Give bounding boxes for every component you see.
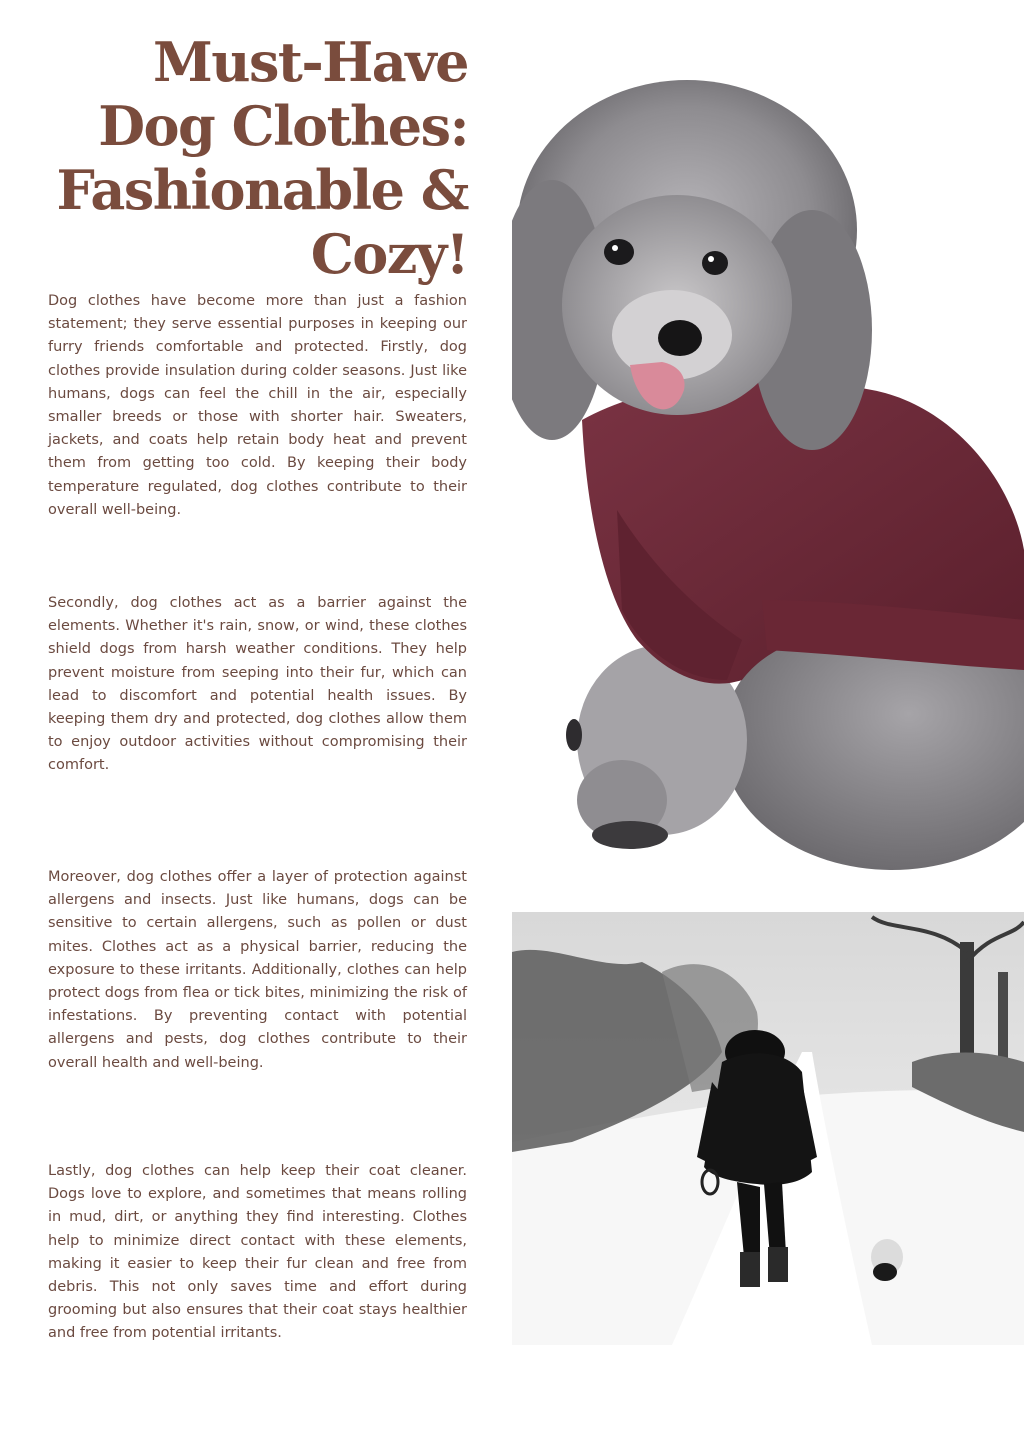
- snow-walk-illustration: [512, 912, 1024, 1345]
- paragraph-elements-barrier: Secondly, dog clothes act as a barrier against the elements. Whether it's rain, snow, or wind, these clothes shield dogs from harsh weather conditions. They help prevent moisture from seeping into their fur, which can lead to discomfort and potential health issues. By keeping them dry and protected, dog clothes allow them to enjoy outdoor activities without compromising their comfort.: [48, 595, 467, 774]
- paragraph-allergens: Moreover, dog clothes offer a layer of protection against allergens and insects. Just like humans, dogs can be sensitive to certain allergens, such as pollen or dust mites. Clothes act as a physical barrier, reducing the exposure to these irritants. Additionally, clothes can help protect dogs from flea or tick bites, minimizing the risk of infestations. By preventing contact with potential allergens and pests, dog clothes contribute to their overall health and well-being.: [48, 869, 467, 1071]
- article-title: Must-Have Dog Clothes: Fashionable & Cozy!: [56, 30, 468, 286]
- paragraph-insulation: Dog clothes have become more than just a fashion statement; they serve essential purposes in keeping our furry friends comfortable and protected. Firstly, dog clothes provide insulation during colder seasons. Just like humans, dogs can feel the chill in the air, especially smaller breeds or those with shorter hair. Sweaters, jackets, and coats help retain body heat and prevent them from getting too cold. By keeping their body temperature regulated, dog clothes contribute to their overall well-being.: [48, 293, 467, 518]
- paragraph-coat-cleaner: Lastly, dog clothes can help keep their coat cleaner. Dogs love to explore, and sometimes that means rolling in mud, dirt, or anything they find interesting. Clothes help to minimize direct contact with these elements, making it easier to keep their fur clean and free from debris. This not only saves time and effort during grooming but also ensures that their coat stays healthier and free from potential irritants.: [48, 1163, 467, 1342]
- snow-walk-photo: [512, 912, 1024, 1345]
- poodle-illustration: [512, 80, 1024, 880]
- poodle-sweater-photo: [512, 80, 1024, 880]
